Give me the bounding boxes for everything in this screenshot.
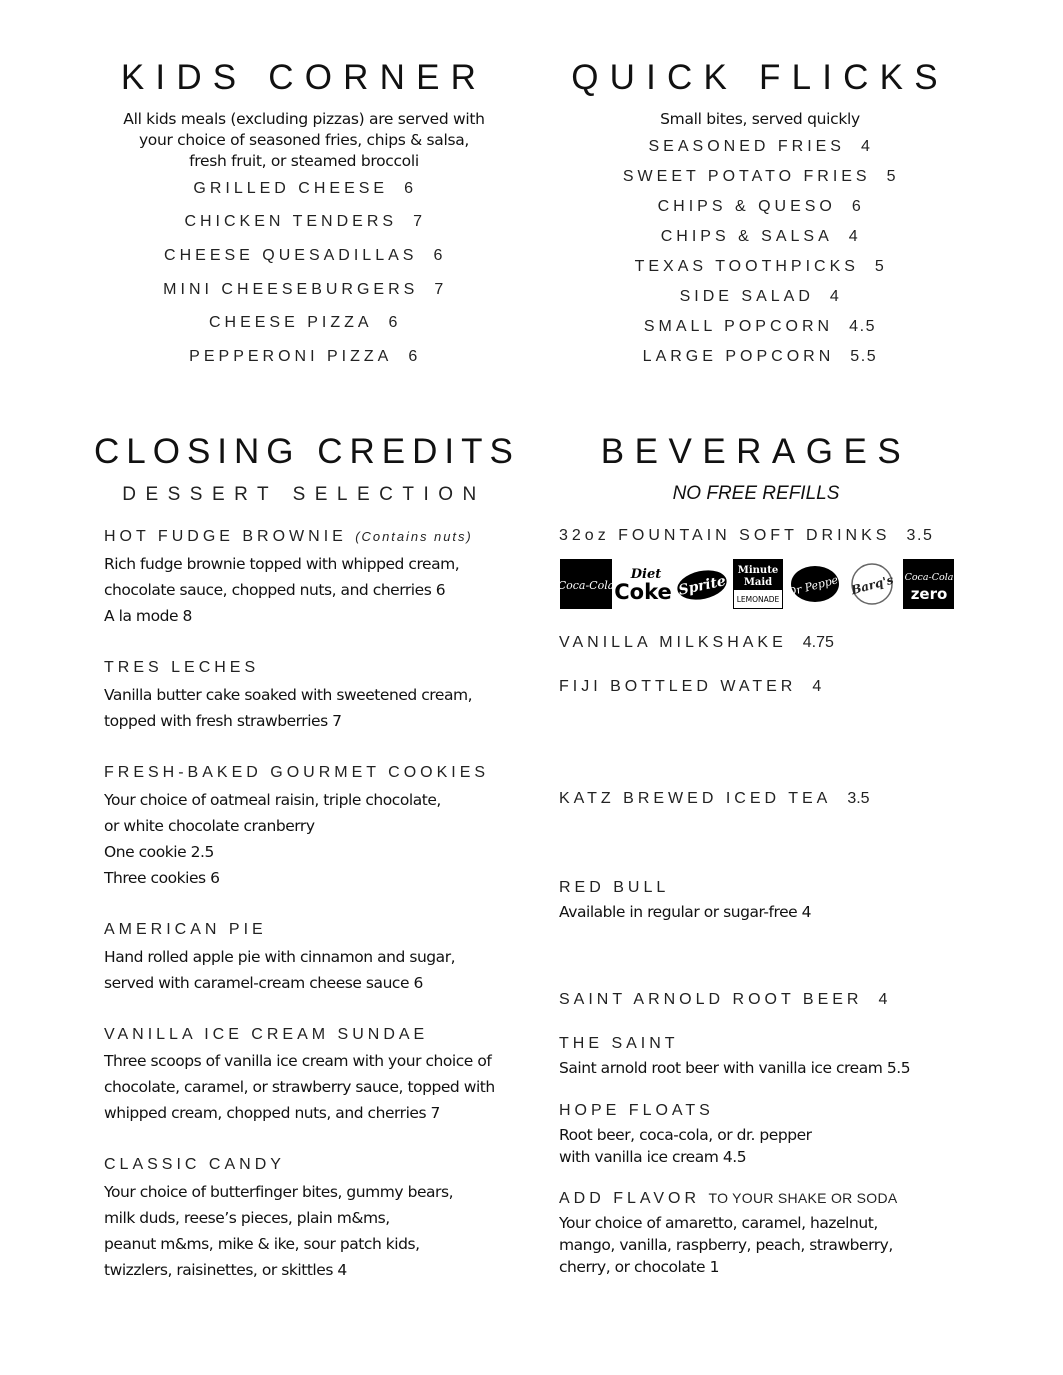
dessert-description: Hand rolled apple pie with cinnamon and sugar, served with caramel-cream cheese sauce 6 [104,948,456,992]
kids-item: GRILLED CHEESE 6 [193,180,415,197]
dessert-description: Your choice of butterfinger bites, gummy bears, milk duds, reese’s pieces, plain m&ms, peanut m&ms, mike & ike, sour patch kids, twizzlers, raisinettes, or skittles 4 [104,1183,454,1279]
kids-item: CHICKEN TENDERS 7 [184,213,424,230]
kids-item: CHEESE PIZZA 6 [208,314,400,331]
quick-item: CHIPS & QUESO 6 [657,198,863,215]
beverage-name: KATZ BREWED ICED TEA 3.5 [559,790,870,807]
quick-item: SIDE SALAD 4 [679,288,841,305]
dessert-description: Your choice of oatmeal raisin, triple chocolate, or white chocolate cranberry One cookie 2.5 Three cookies 6 [104,791,441,887]
quick-item: SMALL POPCORN 4.5 [643,318,877,335]
svg-text:Diet: Diet [630,567,662,582]
dessert-name: AMERICAN PIE [104,921,267,938]
kids-item: PEPPERONI PIZZA 6 [189,348,419,365]
sprite-logo [675,559,729,609]
beverage-description: Saint arnold root beer with vanilla ice cream 5.5 [559,1059,911,1077]
quick-note: Small bites, served quickly [660,110,860,128]
beverage-name: 32oz FOUNTAIN SOFT DRINKS 3.5 [559,527,934,544]
quick-item: SEASONED FRIES 4 [648,138,872,155]
svg-text:Barq's: Barq's [849,572,895,598]
kids-note: All kids meals (excluding pizzas) are served with your choice of seasoned fries, chips & salsa, fresh fruit, or steamed broccoli [123,110,485,170]
dr-pepper-logo [786,559,845,609]
beverage-name: SAINT ARNOLD ROOT BEER 4 [559,991,889,1008]
kids-item: CHEESE QUESADILLAS 6 [164,247,444,264]
svg-text:Coke: Coke [614,580,672,604]
beverage-name: FIJI BOTTLED WATER 4 [559,678,823,695]
svg-text:Minute: Minute [737,565,779,576]
beverage-name: ADD FLAVOR TO YOUR SHAKE OR SODA [559,1190,898,1207]
dessert-name: HOT FUDGE BROWNIE (Contains nuts) [104,528,473,545]
svg-text:Maid: Maid [743,577,773,588]
beverage-description: Root beer, coca-cola, or dr. pepper with vanilla ice cream 4.5 [559,1126,812,1166]
svg-text:zero: zero [910,585,948,603]
beverage-name: THE SAINT [559,1035,679,1052]
diet-coke-logo [616,559,670,609]
closing-credits-title: CLOSING CREDITS [94,432,520,471]
beverage-description: Your choice of amaretto, caramel, hazelnut, mango, vanilla, raspberry, peach, strawberry, cherry, or chocolate 1 [559,1214,893,1276]
dessert-description: Three scoops of vanilla ice cream with your choice of chocolate, caramel, or strawberry sauce, topped with whipped cream, chopped nuts, and cherries 7 [104,1052,495,1122]
coca-cola-logo [557,559,615,609]
quick-item: CHIPS & SALSA 4 [660,228,860,245]
dessert-subtitle: DESSERT SELECTION [122,484,486,505]
svg-text:Coca-Cola: Coca-Cola [904,572,954,583]
dessert-name: TRES LECHES [104,659,260,676]
beverage-description: Available in regular or sugar-free 4 [559,903,812,921]
dessert-name: FRESH-BAKED GOURMET COOKIES [104,764,490,781]
quick-item: LARGE POPCORN 5.5 [642,348,878,365]
quick-item: SWEET POTATO FRIES 5 [622,168,898,185]
refills-note: NO FREE REFILLS [672,483,840,504]
dessert-description: Vanilla butter cake soaked with sweetened cream, topped with fresh strawberries 7 [104,686,473,730]
coke-zero-logo [903,559,954,609]
beverage-name: VANILLA MILKSHAKE 4.75 [559,634,834,651]
dessert-name: VANILLA ICE CREAM SUNDAE [104,1026,429,1043]
beverage-name: RED BULL [559,879,670,896]
svg-text:LEMONADE: LEMONADE [736,595,780,604]
minute-maid-logo [733,559,783,609]
svg-text:Coca-Cola: Coca-Cola [557,579,615,592]
quick-flicks-title: QUICK FLICKS [571,58,949,97]
kids-corner-title: KIDS CORNER [120,58,488,97]
quick-item: TEXAS TOOTHPICKS 5 [634,258,886,275]
beverages-title: BEVERAGES [600,432,912,471]
barqs-logo [846,559,898,609]
svg-text:Sprite: Sprite [677,573,728,599]
svg-text:Dr Pepper: Dr Pepper [786,571,845,600]
dessert-description: Rich fudge brownie topped with whipped cream, chocolate sauce, chopped nuts, and cherries 6 A la mode 8 [104,555,460,625]
dessert-name: CLASSIC CANDY [104,1156,285,1173]
beverage-name: HOPE FLOATS [559,1102,714,1119]
kids-item: MINI CHEESEBURGERS 7 [163,281,445,298]
